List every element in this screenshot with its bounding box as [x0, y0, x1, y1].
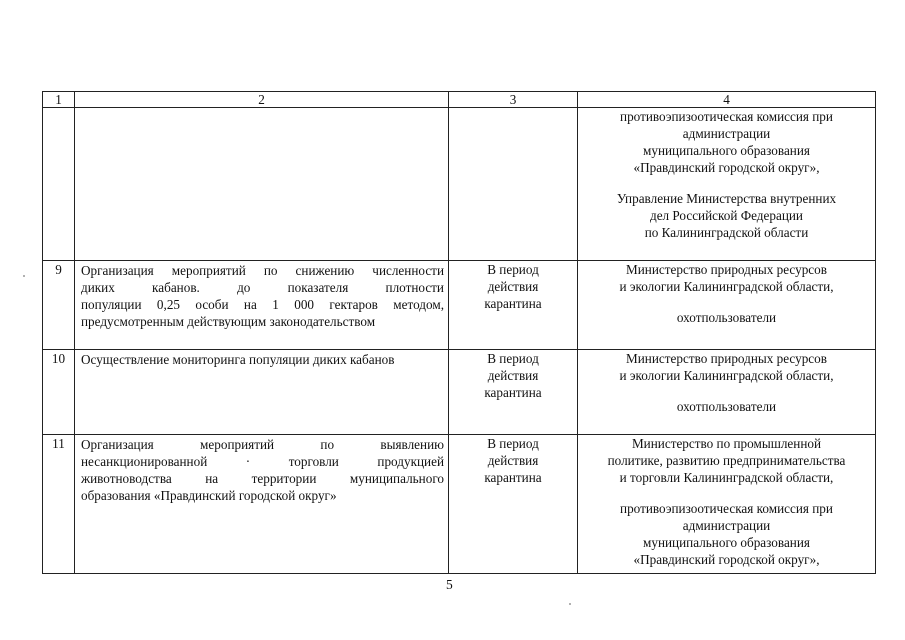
- measures-table: [42, 91, 876, 574]
- period-cell-line: действия: [487, 453, 539, 468]
- responsible-line: администрации: [682, 126, 771, 141]
- responsible-cell: [578, 261, 876, 350]
- responsible-line: муниципального образования: [643, 143, 810, 158]
- responsible-group: [584, 435, 869, 486]
- responsible-line: противоэпизоотическая комиссия при: [620, 109, 833, 124]
- row-number: 10: [43, 350, 75, 435]
- row-number: [43, 108, 75, 261]
- table-row: [43, 435, 876, 574]
- header-cell-3: 3: [449, 92, 578, 108]
- period-cell-line: действия: [487, 368, 539, 383]
- group-spacer: [584, 486, 869, 500]
- responsible-line: и экологии Калининградской области,: [619, 279, 834, 294]
- responsible-line: Министерство природных ресурсов: [626, 351, 827, 366]
- measure-cell: [75, 435, 449, 574]
- responsible-line: по Калининградской области: [644, 225, 809, 240]
- responsible-group: [584, 108, 869, 176]
- responsible-line: «Правдинский городской округ»,: [633, 552, 820, 567]
- measure-cell-line: животноводства на территории муниципального: [81, 471, 444, 486]
- responsible-group: [584, 350, 869, 384]
- responsible-line: охотпользователи: [676, 399, 777, 414]
- measure-cell-line: Осуществление мониторинга популяции диких кабанов: [81, 352, 395, 367]
- period-cell-line: карантина: [484, 470, 542, 485]
- measure-cell-line: Организация мероприятий по выявлению: [81, 437, 444, 452]
- responsible-group: [584, 309, 869, 326]
- row-number: 9: [43, 261, 75, 350]
- table-row: [43, 261, 876, 350]
- responsible-line: охотпользователи: [676, 310, 777, 325]
- period-cell: [449, 350, 578, 435]
- period-cell: [449, 108, 578, 261]
- scan-speck: [23, 275, 25, 277]
- period-cell: [449, 261, 578, 350]
- header-cell-1: 1: [43, 92, 75, 108]
- measure-cell: [75, 261, 449, 350]
- responsible-group: [584, 261, 869, 295]
- responsible-group: [584, 190, 869, 241]
- responsible-line: дел Российской Федерации: [649, 208, 803, 223]
- measure-cell-line: предусмотренным действующим законодательством: [81, 314, 376, 329]
- measure-cell-line: Организация мероприятий по снижению численности: [81, 263, 444, 278]
- header-cell-4: 4: [578, 92, 876, 108]
- measure-cell-line: образования «Правдинский городской округ»: [81, 488, 337, 503]
- responsible-line: и экологии Калининградской области,: [619, 368, 834, 383]
- header-row: [43, 92, 876, 108]
- measure-cell-line: диких кабанов. до показателя плотности: [81, 280, 444, 295]
- period-cell: [449, 435, 578, 574]
- table-row: [43, 350, 876, 435]
- header-cell-2: 2: [75, 92, 449, 108]
- group-spacer: [584, 295, 869, 309]
- row-number: 11: [43, 435, 75, 574]
- responsible-line: Министерство природных ресурсов: [626, 262, 827, 277]
- period-cell-line: В период: [487, 262, 539, 277]
- responsible-line: «Правдинский городской округ»,: [633, 160, 820, 175]
- responsible-line: и торговли Калининградской области,: [619, 470, 834, 485]
- responsible-line: администрации: [682, 518, 771, 533]
- page-number: 5: [446, 577, 453, 592]
- responsible-line: Управление Министерства внутренних: [616, 191, 837, 206]
- measure-cell: [75, 108, 449, 261]
- measure-cell: [75, 350, 449, 435]
- period-cell-line: действия: [487, 279, 539, 294]
- responsible-line: политике, развитию предпринимательства: [607, 453, 846, 468]
- scan-speck: [569, 603, 571, 605]
- responsible-cell: [578, 435, 876, 574]
- period-cell-line: В период: [487, 351, 539, 366]
- responsible-cell: [578, 108, 876, 261]
- period-cell-line: карантина: [484, 385, 542, 400]
- period-cell-line: В период: [487, 436, 539, 451]
- responsible-line: муниципального образования: [643, 535, 810, 550]
- responsible-line: Министерство по промышленной: [631, 436, 822, 451]
- period-cell-line: карантина: [484, 296, 542, 311]
- measure-cell-line: несанкционированной · торговли продукцией: [81, 454, 444, 469]
- responsible-line: противоэпизоотическая комиссия при: [620, 501, 833, 516]
- responsible-group: [584, 500, 869, 568]
- responsible-cell: [578, 350, 876, 435]
- responsible-group: [584, 398, 869, 415]
- measure-cell-line: популяции 0,25 особи на 1 000 гектаров методом,: [81, 297, 444, 312]
- group-spacer: [584, 384, 869, 398]
- group-spacer: [584, 176, 869, 190]
- table-row: [43, 108, 876, 261]
